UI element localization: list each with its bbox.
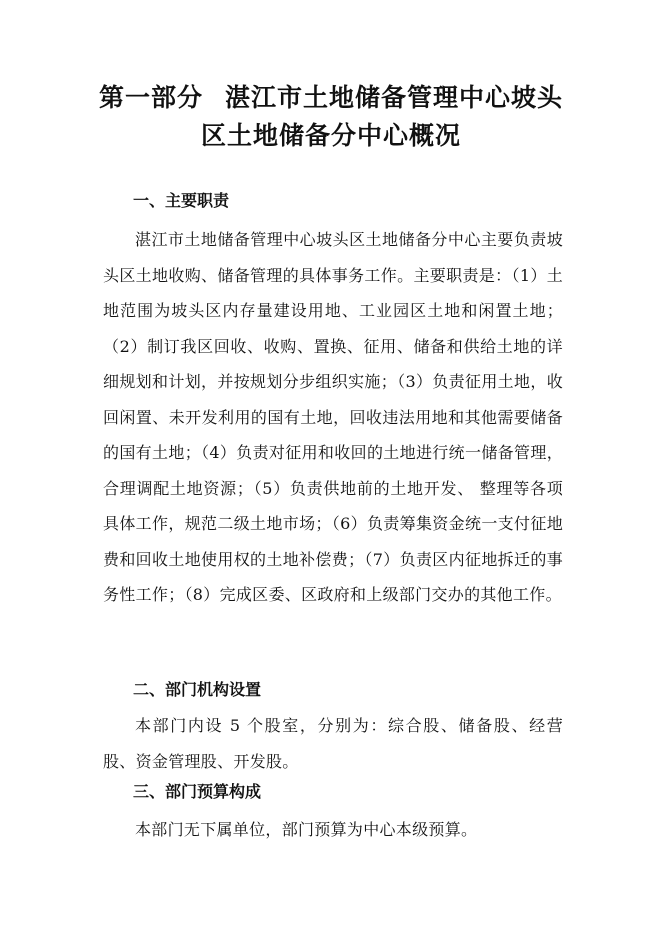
title-part-label: 第一部分 [98, 83, 203, 112]
section-heading-main-duties: 一、主要职责 [133, 191, 230, 210]
page-title-line-1 [0, 78, 662, 118]
section-body-budget-composition: 本部门无下属单位，部门预算为中心本级预算。 [135, 820, 478, 839]
section-heading-budget-composition: 三、部门预算构成 [133, 782, 262, 801]
section-body-org-structure: 本部门内设 5 个股室，分别为：综合股、储备股、经营股、资金管理股、开发股。 [103, 716, 563, 771]
title-org-name: 湛江市土地储备管理中心坡头 [225, 83, 564, 112]
section-body-main-duties: 湛江市土地储备管理中心坡头区土地储备分中心主要负责坡头区土地收购、储备管理的具体事务工作。主要职责是：（1）土地范围为坡头区内存量建设用地、工业园区土地和闲置土地；（2）制订我区回收、收购、置换、征用、储备和供给土地的详细规划和计划，并按规划分步组织实施；（3）负责征用土地，收回闲置、未开发利用的国有土地，回收违法用地和其他需要储备的国有土地；（4）负责对征用和收回的土地进行统一储备管理，合理调配土地资源；（5）负责供地前的土地开发、 整理等各项具体工作，规范二级土地市场；（6）负责筹集资金统一支付征地费和回收土地使用权的土地补偿费；（7）负责区内征地拆迁的事务性工作；（8）完成区委、区政府和上级部门交办的其他工作。 [103, 230, 563, 604]
section-heading-org-structure: 二、部门机构设置 [133, 680, 262, 699]
page-title-line-2: 区土地储备分中心概况 [200, 121, 461, 150]
